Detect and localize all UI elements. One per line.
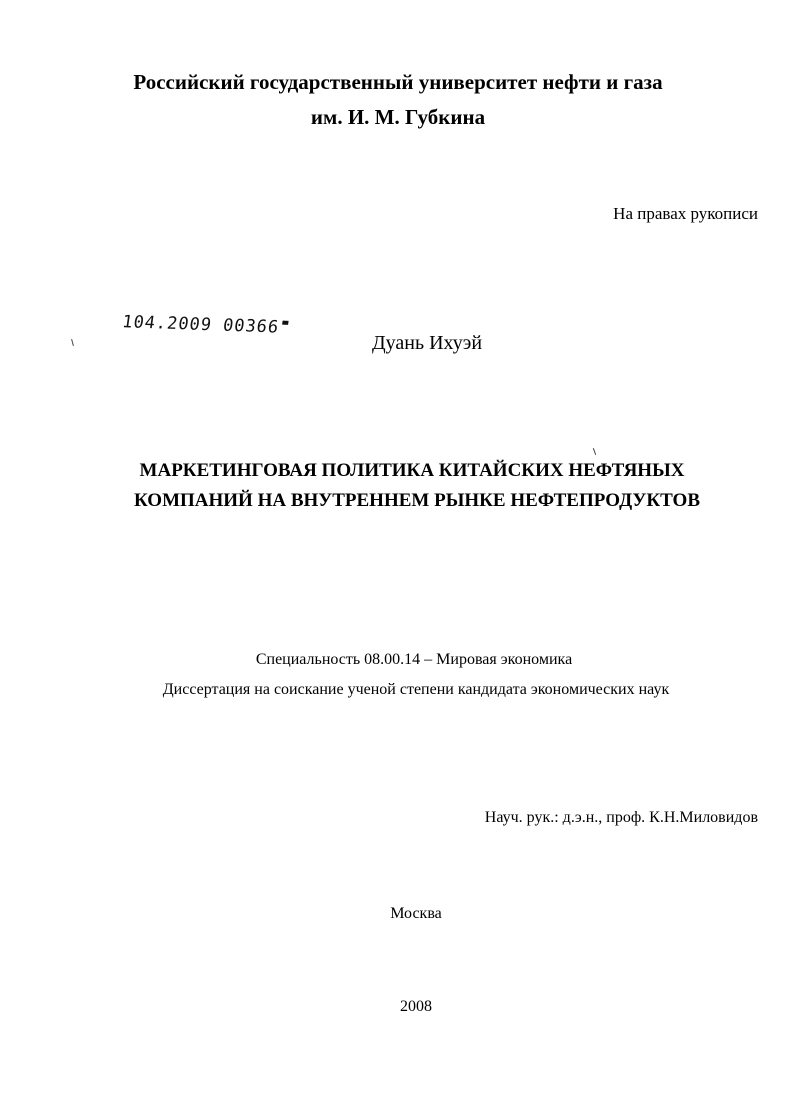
scan-mark: [593, 448, 596, 455]
manuscript-rights-note: На правах рукописи: [613, 204, 758, 223]
year: 2008: [400, 998, 432, 1015]
library-stamp: [121, 312, 289, 338]
author-name: Дуань Ихуэй: [372, 332, 483, 354]
specialty: Специальность 08.00.14 – Мировая экономика: [255, 651, 573, 668]
scan-mark: [71, 339, 74, 346]
thesis-title-line-2: КОМПАНИЙ НА ВНУТРЕННЕМ РЫНКЕ НЕФТЕПРОДУКТОВ: [133, 490, 700, 511]
university-named-after: им. И. М. Губкина: [310, 105, 486, 129]
university-name: Российский государственный университет нефти и газа: [133, 70, 663, 94]
stamp-mark: [282, 321, 289, 325]
city: Москва: [390, 905, 442, 922]
scientific-advisor: Науч. рук.: д.э.н., проф. К.Н.Миловидов: [484, 809, 758, 826]
degree-statement: Диссертация на соискание ученой степени кандидата экономических наук: [162, 681, 670, 698]
thesis-title-line-1: МАРКЕТИНГОВАЯ ПОЛИТИКА КИТАЙСКИХ НЕФТЯНЫХ: [139, 460, 685, 481]
stamp-number: 104.2009 00366: [120, 312, 281, 338]
